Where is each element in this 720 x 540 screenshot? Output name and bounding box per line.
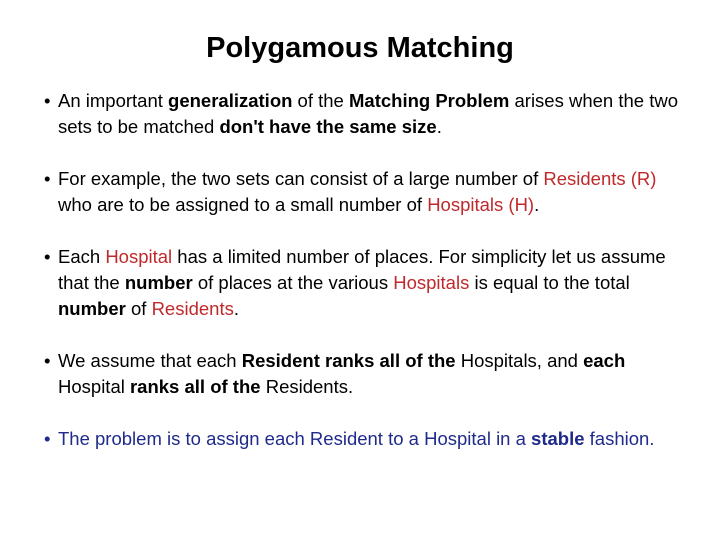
- bullet-item: [44, 166, 684, 218]
- text-segment: is equal to the total: [469, 272, 630, 293]
- text-segment: stable: [531, 428, 585, 449]
- bullet-item: [44, 244, 684, 322]
- text-segment: fashion.: [584, 428, 655, 449]
- text-segment: Resident ranks all of the: [241, 350, 456, 371]
- bullet-item: [44, 348, 684, 400]
- text-segment: The problem is to assign each Resident to a Hospital in a: [58, 428, 532, 449]
- text-segment: Each: [58, 246, 106, 267]
- text-segment: ranks all of the: [129, 376, 261, 397]
- text-segment: Hospitals: [393, 272, 470, 293]
- text-segment: who are to be assigned to a small number of: [58, 194, 428, 215]
- text-segment: Hospital: [58, 376, 130, 397]
- text-segment: Hospitals, and: [455, 350, 584, 371]
- text-segment: Hospitals (H): [427, 194, 535, 215]
- text-segment: .: [436, 116, 442, 137]
- text-segment: number: [124, 272, 193, 293]
- text-segment: Hospital: [105, 246, 173, 267]
- text-segment: .: [233, 298, 239, 319]
- text-segment: We assume that each: [58, 350, 242, 371]
- text-segment: Matching Problem: [349, 90, 510, 111]
- text-segment: each: [583, 350, 626, 371]
- bullet-item: [44, 426, 684, 452]
- text-segment: Residents.: [260, 376, 354, 397]
- bullet-item: [44, 88, 684, 140]
- text-segment: don't have the same size: [219, 116, 437, 137]
- text-segment: Residents: [151, 298, 234, 319]
- text-segment: For example, the two sets can consist of a large number of: [58, 168, 544, 189]
- text-segment: of: [125, 298, 152, 319]
- text-segment: arises when the two sets to be matched: [58, 90, 679, 137]
- text-segment: An important: [58, 90, 169, 111]
- bullet-list: [44, 88, 684, 478]
- text-segment: of places at the various: [192, 272, 394, 293]
- slide-title: Polygamous Matching: [206, 32, 514, 64]
- text-segment: has a limited number of places. For simplicity let us assume that the: [58, 246, 666, 293]
- text-segment: Residents (R): [543, 168, 657, 189]
- text-segment: number: [58, 298, 126, 319]
- text-segment: .: [534, 194, 540, 215]
- text-segment: generalization: [168, 90, 293, 111]
- text-segment: of the: [292, 90, 349, 111]
